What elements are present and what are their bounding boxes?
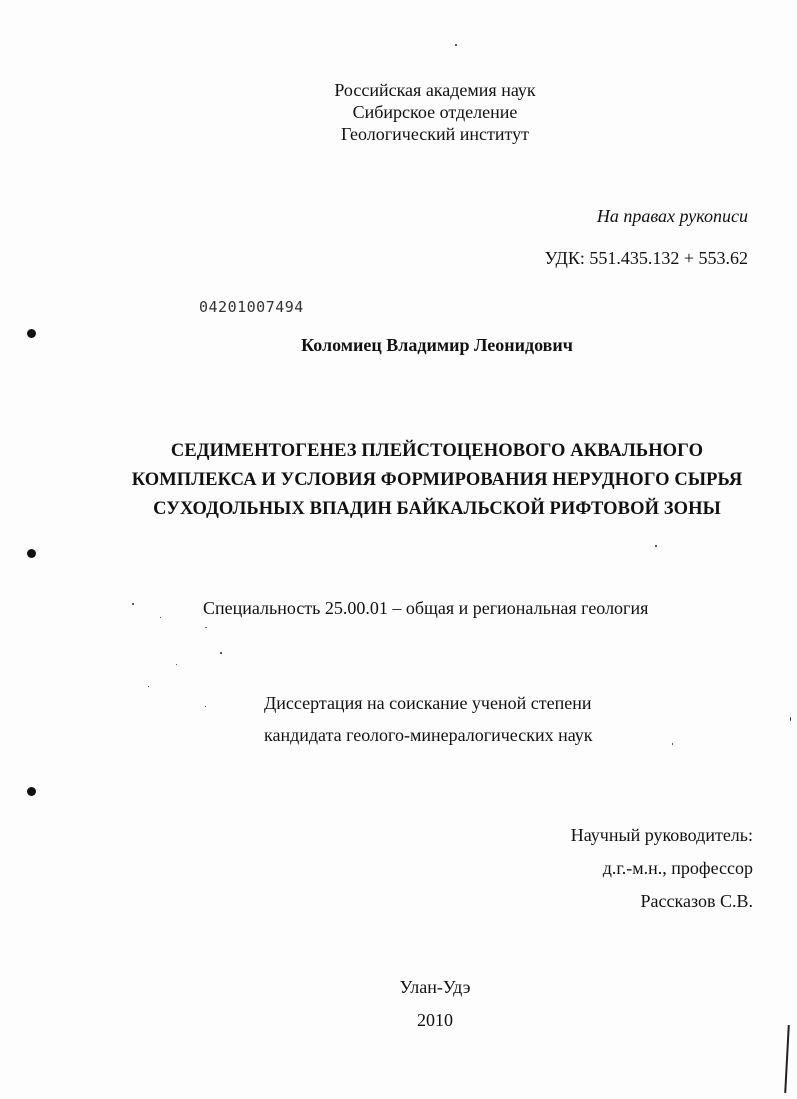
rights-note: На правах рукописи	[596, 206, 748, 226]
title-line-1: СЕДИМЕНТОГЕНЕЗ ПЛЕЙСТОЦЕНОВОГО АКВАЛЬНОГО	[170, 441, 704, 461]
punch-hole-bottom	[27, 787, 36, 796]
dissertation-line-2: кандидата геолого-минералогических наук	[264, 725, 593, 745]
org-line-branch: Сибирское отделение	[352, 102, 518, 122]
supervisor-name: Рассказов С.В.	[640, 891, 753, 911]
punch-hole-middle	[27, 549, 36, 558]
library-stamp-number: 04201007494	[199, 298, 304, 316]
scan-speck	[160, 617, 161, 618]
scan-speck	[176, 664, 177, 665]
scan-speck	[220, 652, 222, 654]
city: Улан-Удэ	[399, 977, 471, 997]
org-line-institute: Геологический институт	[340, 124, 530, 144]
supervisor-block	[571, 819, 753, 918]
specialty-line: Специальность 25.00.01 – общая и региональная геология	[203, 598, 649, 618]
scan-speck	[205, 706, 206, 707]
scan-speck	[455, 44, 457, 46]
scan-speck	[148, 686, 149, 687]
scan-edge-line	[784, 1025, 790, 1093]
scan-speck	[672, 743, 673, 745]
dissertation-title	[0, 437, 797, 524]
title-line-3: СУХОДОЛЬНЫХ ВПАДИН БАЙКАЛЬСКОЙ РИФТОВОЙ ЗОНЫ	[153, 499, 721, 519]
year: 2010	[417, 1010, 453, 1030]
title-line-2: КОМПЛЕКСА И УСЛОВИЯ ФОРМИРОВАНИЯ НЕРУДНОГО СЫРЬЯ	[131, 470, 743, 490]
scan-speck	[132, 603, 134, 605]
scan-speck	[790, 717, 791, 721]
dissertation-line-1: Диссертация на соискание ученой степени	[264, 693, 592, 713]
scan-speck	[655, 545, 657, 547]
supervisor-degree: д.г.-м.н., профессор	[602, 858, 753, 878]
org-line-academy: Российская академия наук	[334, 80, 536, 100]
scan-speck	[205, 627, 207, 628]
organization-header	[0, 79, 797, 145]
supervisor-label: Научный руководитель:	[570, 825, 753, 845]
author-name: Коломиец Владимир Леонидович	[301, 335, 573, 355]
udk-code: УДК: 551.435.132 + 553.62	[544, 248, 748, 268]
